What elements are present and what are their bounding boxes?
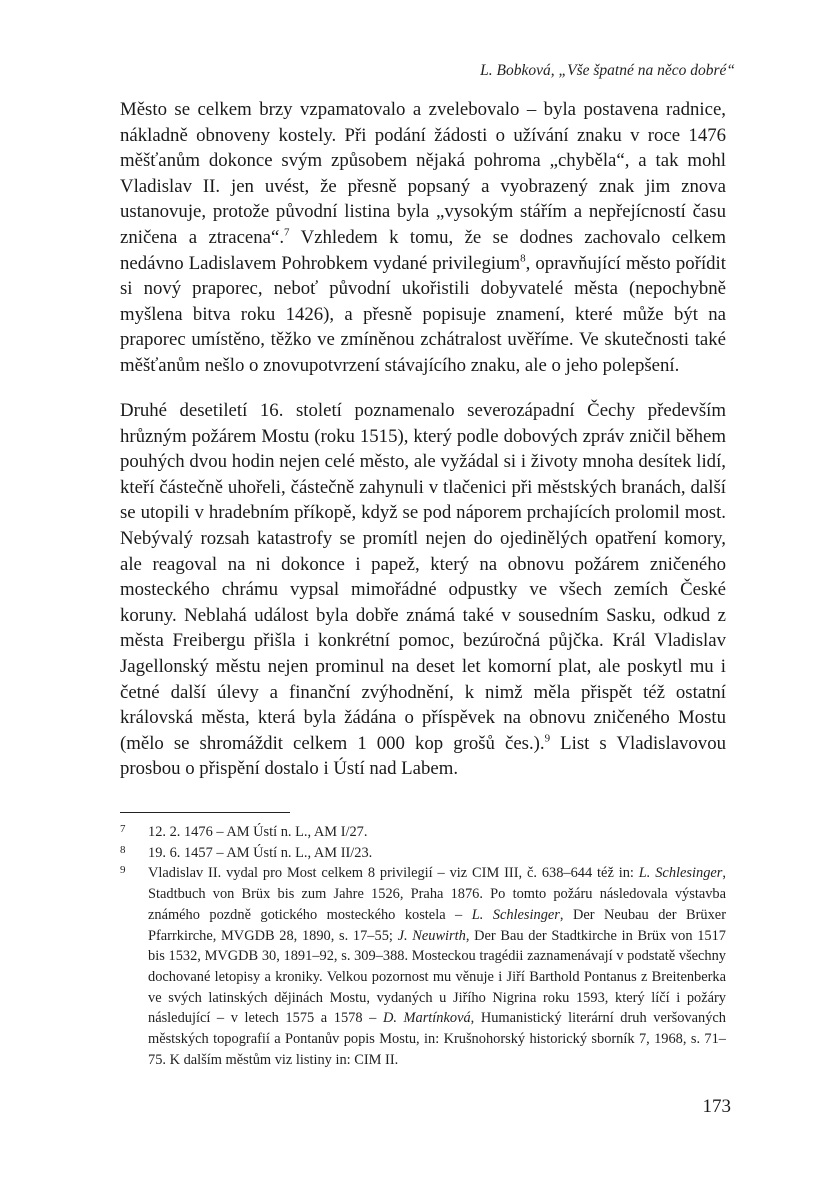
footnote-text: Vladislav II. vydal pro Most celkem 8 privilegií – viz CIM III, č. 638–644 též in: [148,865,639,882]
footnote-number: 7 [120,823,126,835]
author-name: D. Martínková [382,1010,471,1027]
footnote-divider [120,812,290,813]
footnotes [120,822,726,1070]
footnote-number: 8 [120,843,126,856]
paragraph-text: Město se celkem brzy vzpamatovalo a zvelebovalo – byla postavena radnice, nákladně obnoveny kostely. Při podání žádosti o užívání znaku v roce 1476 měšťanům dokonce svým způsobem nějaká pohroma „chyběla“, a tak mohl Vladislav II. jen uvést, že přesně popsaný a vyobrazený znak jim znova ustanovuje, protože původní listina byla „vysokým stářím a nepřejícností času zničena a ztracena“. [120,99,726,248]
author-name: J. Neuwirth [397,927,466,944]
page-number: 173 [702,1096,731,1117]
footnote-text: , Der Neubau der Brüxer Pfarrkirche, MVGDB 28, 1890, s. 17–55; [148,906,726,944]
body-paragraph-1 [120,97,726,379]
author-name: L. Schlesinger [471,906,560,923]
paragraph-text: Druhé desetiletí 16. století poznamenalo severozápadní Čechy především hrůzným požárem Mostu (roku 1515), který podle dobových zpráv zničil během pouhých dvou hodin nejen celé město, ale vyžádal si i životy mnoha desítek lidí, kteří částečně uhořeli, částečně zahynuli v tlačenici při městských branách, další se utopili v hradebním příkopě, když se pod náporem prchajících prolomil most. Nebývalý rozsah katastrofy se promítl nejen do ojedinělých opatření komory, ale reagoval na ni dokonce i papež, který na obnovu požárem zničeného mosteckého chrámu vypsal mimořádné odpustky ve všech zemích České koruny. Neblahá událost byla dobře známá také v sousedním Sasku, odkud z města Freibergu přišla i konkrétní pomoc, bezúročná půjčka. Král Vladislav Jagellonský městu nejen prominul na deset let komorní plat, ale poskytl mu i četné další úlevy a finanční zvýhodnění, k nimž měla přispět též ostatní královská města, která byla žádána o příspěvek na obnovu zničeného Mostu (mělo se shromáždit celkem 1 000 kop grošů čes.). [120,400,726,754]
footnote-text: , Der Bau der Stadtkirche in Brüx von 1517 bis 1532, MVGDB 30, 1891–92, s. 309–388. Mosteckou tragédii zaznamenávají v podstatě všechny dochované letopisy a kroniky. Velkou pozornost mu věnuje i Jiří Barthold Pontanus z Breitenberka ve svých latinských dějinách Mostu, vydaných u Jiřího Nigrina roku 1593, který líčí i požáry následující – v letech 1575 a 1578 – [148,927,726,1027]
footnote-text: , Humanistický literární druh veršovaných městských topografií a Pontanův popis Mostu, in: Krušnohorský historický sborník 7, 1968, s. 71–75. K dalším městům viz listiny in: CIM II. [148,1010,726,1068]
footnote-7 [120,822,726,843]
body-paragraph-2 [120,398,726,782]
paragraph-text: List s Vladislavovou prosbou o přispění dostalo i Ústí nad Labem. [120,732,726,780]
footnote-ref-8[interactable]: 8 [520,252,526,265]
paragraph-text: , opravňující město pořídit si nový praporec, neboť původní ukořistili dobyvatelé města (nepochybně myšlena bitva roku 1426), a přesně popisuje znamení, které může být na praporec umístěno, těžko ve zmíněnou zchátralost uvěříme. Ve skutečnosti také měšťanům nešlo o znovupotvrzení stávajícího znaku, ale o jeho polepšení. [120,252,726,376]
footnote-ref-7[interactable]: 7 [284,226,290,239]
footnote-text: , Stadtbuch von Brüx bis zum Jahre 1526, Praha 1876. Po tomto požáru následovala výstavba známého pozdně gotického mosteckého kostela – [148,865,726,923]
footnote-number: 9 [120,864,126,877]
footnote-text: 19. 6. 1457 – AM Ústí n. L., AM II/23. [148,844,373,861]
footnote-8 [120,843,726,864]
author-name: L. Schlesinger [638,865,723,882]
footnote-ref-9[interactable]: 9 [544,732,551,745]
paragraph-text: Vzhledem k tomu, že se dodnes zachovalo celkem nedávno Ladislavem Pohrobkem vydané privilegium [120,226,726,274]
running-head: L. Bobková, „Vše špatné na něco dobré“ [480,62,735,79]
footnote-text: 12. 2. 1476 – AM Ústí n. L., AM I/27. [148,824,368,840]
footnote-9 [120,863,726,1070]
